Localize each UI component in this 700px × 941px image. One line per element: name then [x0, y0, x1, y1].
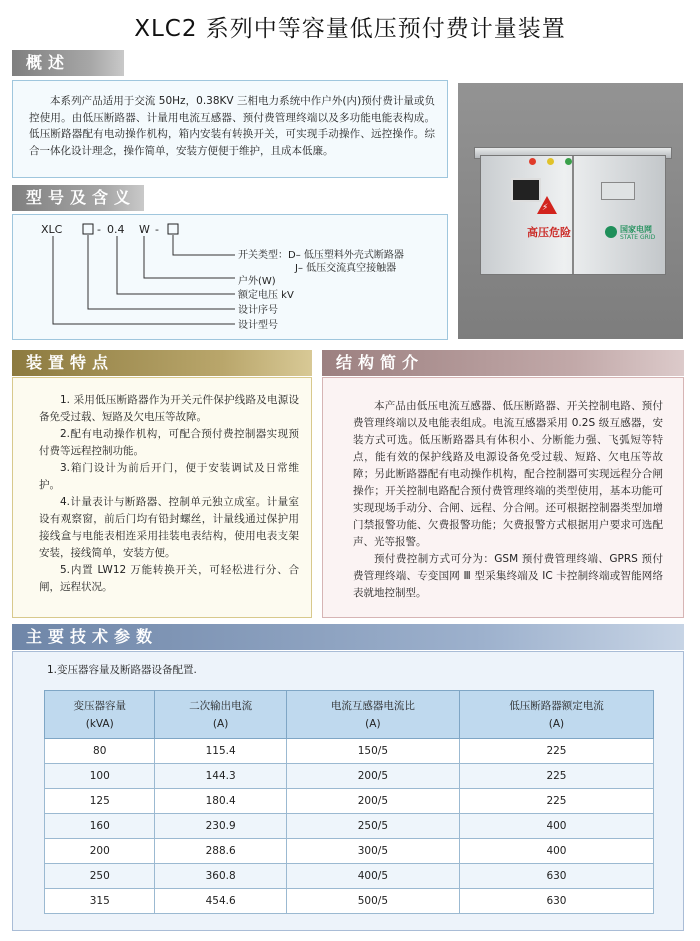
legend-design-model: 设计型号: [238, 320, 278, 331]
legend-switch-type: 开关类型：D– 低压塑料外壳式断路器: [238, 250, 404, 261]
overview-box: [12, 80, 448, 178]
structure-heading: 结构简介: [322, 350, 684, 376]
product-photo: [458, 83, 683, 339]
model-box: [12, 214, 448, 340]
table-row: 200 288.6 300/5 400: [45, 839, 654, 864]
features-heading: 装置特点: [12, 350, 312, 376]
params-subtitle: 1.变压器容量及断路器设备配置.: [47, 664, 197, 676]
code-switch-box: [168, 224, 178, 234]
table-row: 125 180.4 200/5 225: [45, 789, 654, 814]
model-heading: 型号及含义: [12, 185, 144, 211]
brand-en-label: STATE GRID: [620, 234, 656, 241]
code-outdoor: W: [139, 223, 150, 236]
warning-label: 高压危险: [527, 226, 571, 239]
table-header-row: [45, 691, 654, 739]
col-breaker-current: 低压断路器额定电流 (A): [459, 691, 653, 739]
code-dash-2: -: [155, 223, 159, 236]
overview-text: 本系列产品适用于交流 50Hz，0.38KV 三相电力系统中作户外(内)预付费计量或负控使用。由低压断路器、计量用电流互感器、预付费管理终端以及多功能电能表构成。低压断路器配有电动操作机构，箱内安装有转换开关，可实现手动操作、远控操作。综合一体化设计理念，操作简单，安装方便便于维护，且成本低廉。: [29, 95, 435, 157]
table-row: 250 360.8 400/5 630: [45, 864, 654, 889]
col-secondary-current: 二次输出电流 (A): [155, 691, 286, 739]
table-row: 315 454.6 500/5 630: [45, 889, 654, 914]
params-heading: 主要技术参数: [12, 624, 684, 650]
structure-paragraph: 本产品由低压电流互感器、低压断路器、开关控制电路、预付费管理终端以及电能表组成。电流互感器采用 0.2S 级互感器，安装方式可选。低压断路器具有体积小、分断能力强、飞弧短等特点，能有效的保护线路及电源设备免受过载、短路、欠电压等故障；另此断路器配有电动操作机构，配合控制器可实现远程分合闸操作；开关控制电路配合预付费管理终端的类型使用，基本功能可实现现场手动分、合闸、远程、分合闸。还可根据控制器类型加增门禁报警功能、欠费报警功能；欠费报警方式根据用户要求可选配声、光等报警。: [353, 400, 663, 548]
feature-item: 4.计量表计与断路器、控制单元独立成室。计量室设有观察窗，前后门均有铅封螺丝，计量线通过保护用接线盒与电能表相连采用挂装电表结构，使用电表支架安装，接线简单，安装方便。: [39, 496, 299, 559]
table-row: 80 115.4 150/5 225: [45, 739, 654, 764]
structure-paragraph: 预付费控制方式可分为：GSM 预付费管理终端、GPRS 预付费管理终端、专变国网 Ⅲ 型采集终端及 IC 卡控制终端或智能网络表就地控制型。: [353, 553, 663, 599]
table-row: 100 144.3 200/5 225: [45, 764, 654, 789]
legend-voltage: 额定电压 kV: [238, 290, 294, 301]
code-design-box: [83, 224, 93, 234]
code-series: XLC: [41, 223, 63, 236]
structure-box: [322, 377, 684, 618]
feature-item: 3.箱门设计为前后开门，便于安装调试及日常维护。: [39, 462, 299, 491]
code-dash-1: -: [97, 223, 101, 236]
feature-item: 1. 采用低压断路器作为开关元件保护线路及电源设备免受过载、短路及欠电压等故障。: [39, 394, 299, 423]
legend-outdoor: 户外(W): [238, 276, 276, 287]
overview-heading: 概述: [12, 50, 124, 76]
page-title: XLC2 系列中等容量低压预付费计量装置: [134, 16, 566, 42]
feature-item: 2.配有电动操作机构，可配合预付费控制器实现预付费等远程控制功能。: [39, 428, 299, 457]
code-voltage: 0.4: [107, 223, 125, 236]
structure-text: [353, 398, 663, 602]
legend-vacuum: J– 低压交流真空接触器: [295, 263, 397, 274]
features-list: [39, 392, 299, 596]
brand-label: 国家电网: [620, 225, 652, 234]
col-ct-ratio: 电流互感器电流比 (A): [286, 691, 459, 739]
model-code-diagram: [13, 215, 449, 341]
params-table: [44, 690, 654, 914]
table-row: 160 230.9 250/5 400: [45, 814, 654, 839]
features-box: [12, 377, 312, 618]
col-transformer-capacity: 变压器容量 (kVA): [45, 691, 155, 739]
cabinet-body: ⚡ 高压危险 国家电网 STATE GRID: [480, 155, 666, 275]
state-grid-logo-icon: [605, 226, 617, 238]
feature-item: 5.内置 LW12 万能转换开关，可轻松进行分、合闸，远程状况。: [39, 564, 299, 593]
legend-design-serial: 设计序号: [238, 305, 278, 316]
